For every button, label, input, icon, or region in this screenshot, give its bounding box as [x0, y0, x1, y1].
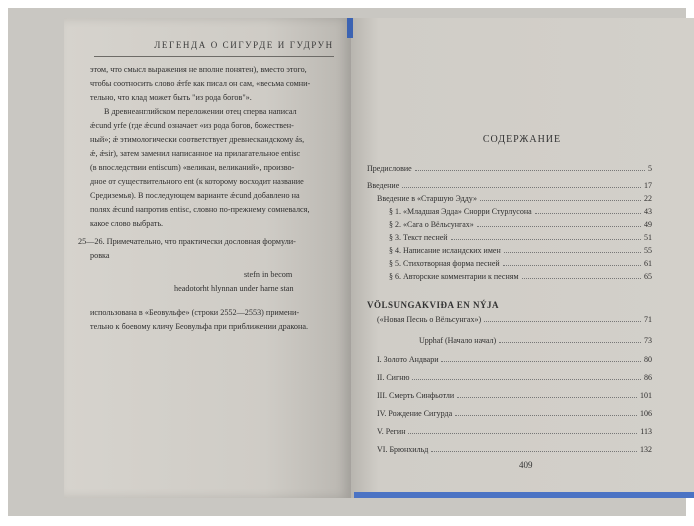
body-line: этом, что смысл выражения не вполне понятен), вместо этого,: [90, 65, 307, 74]
toc-entry: Предисловие 5: [367, 164, 652, 173]
toc-entry: § 5. Стихотворная форма песней 61: [389, 259, 652, 268]
body-line: дное от существительного ent (к которому восходит название: [90, 177, 304, 186]
body-line: (в впоследствии entiscum) «великан, великаний», произво-: [90, 163, 295, 172]
toc-entry: III. Смерть Синфьотли 101: [377, 391, 652, 400]
photo-background: [8, 8, 686, 516]
body-line: тельно к боевому кличу Беовульфа при приближении дракона.: [90, 322, 309, 331]
toc-title: СОДЕРЖАНИЕ: [482, 134, 562, 145]
toc-entry: Upphaf (Начало начал) 73: [419, 336, 652, 345]
toc-entry: § 6. Авторские комментарии к песням 65: [389, 272, 652, 281]
toc-entry: Введение 17: [367, 181, 652, 190]
header-rule: [94, 56, 334, 57]
body-line: Средиземья). В последующем варианте ǽcund добавлено на: [90, 191, 300, 200]
toc-entry: § 3. Текст песней 51: [389, 233, 652, 242]
toc-entry: II. Сигню 86: [377, 373, 652, 382]
running-head: ЛЕГЕНДА О СИГУРДЕ И ГУДРУН: [154, 40, 334, 50]
book-cover-bottom: [354, 492, 694, 498]
toc-entry: I. Золото Андвари 80: [377, 355, 652, 364]
body-line: тельно, что клад может быть "из рода богов"».: [90, 93, 252, 102]
body-line: чтобы соотносить слово ǽrfe как писал он сам, «весьма сомни-: [90, 79, 311, 88]
toc-entry: («Новая Песнь о Вёльсунгах») 71: [377, 315, 652, 324]
body-line: какое слово выбрать.: [90, 219, 164, 228]
left-page: [64, 18, 351, 498]
toc-entry: Введение в «Старшую Эдду» 22: [377, 194, 652, 203]
body-line: ǽcund yrfe (где ǽcund означает «из рода богов, божествен-: [90, 121, 294, 130]
page-number: 409: [519, 460, 533, 470]
toc-entry: IV. Рождение Сигурда 106: [377, 409, 652, 418]
open-book: [64, 18, 694, 498]
body-line: 25—26. Примечательно, что практически дословная формули-: [78, 237, 296, 246]
toc-entry: § 4. Написание исландских имен 55: [389, 246, 652, 255]
toc-part-title: VÖLSUNGAKVIÐA EN NÝJA: [367, 300, 500, 310]
verse-line: stefn in becom: [244, 270, 293, 279]
body-line: В древнеанглийском переложении отец сперва написал: [104, 107, 297, 116]
toc-entry: V. Регин 113: [377, 427, 652, 436]
body-line: использована в «Беовульфе» (строки 2552—2553) примени-: [90, 308, 300, 317]
body-line: ровка: [90, 251, 110, 260]
book-cover-edge: [347, 18, 353, 38]
body-line: ный»; ǽ этимологически соответствует древнескандскому ás,: [90, 135, 305, 144]
toc-entry: § 1. «Младшая Эдда» Снорри Стурлусона 43: [389, 207, 652, 216]
verse-line: headotorht hlynnan under harne stan: [174, 284, 294, 293]
body-line: полях ǽcund напротив entisc, словно по-прежнему сомневался,: [90, 205, 310, 214]
toc-entry: § 2. «Сага о Вёльсунгах» 49: [389, 220, 652, 229]
body-line: ǽ, ǽsir), затем заменил написанное на прилагательное entisc: [90, 149, 301, 158]
toc-entry: VI. Брюнхильд 132: [377, 445, 652, 454]
